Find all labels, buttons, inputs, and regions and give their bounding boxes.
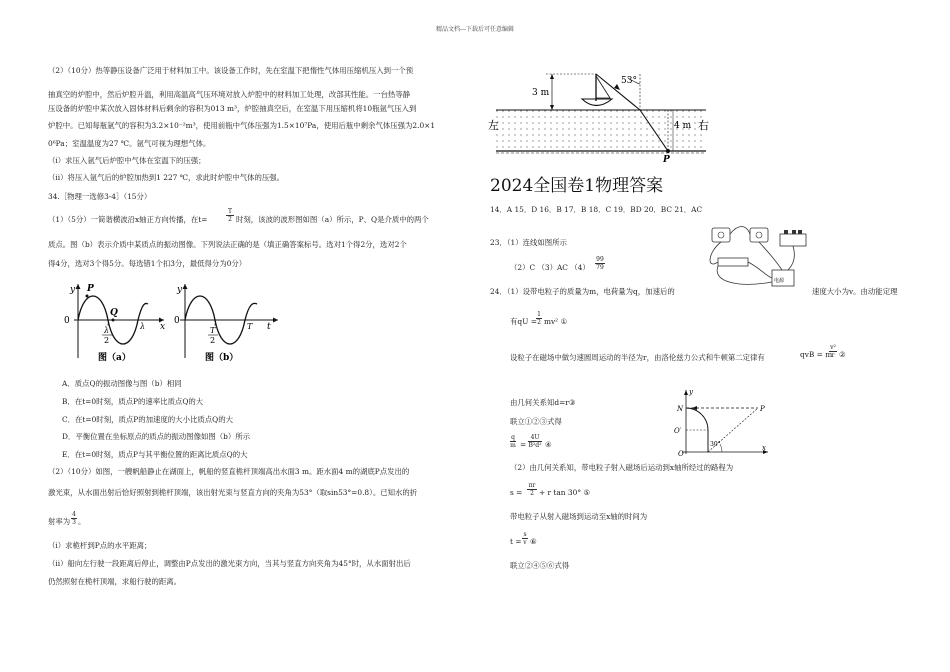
point-p: [666, 149, 670, 153]
frac-den: 2: [530, 490, 534, 497]
eq2: qvB = m: [800, 350, 833, 359]
frac-den: 2: [228, 216, 232, 223]
frac-num: 99: [596, 256, 604, 263]
angle-30: 30°: [710, 441, 721, 448]
circuit-figure: [698, 222, 816, 292]
geometry-relation: 由几何关系知d=r③: [510, 398, 576, 407]
frac-den: r: [831, 352, 835, 359]
label-left: 左: [488, 119, 499, 132]
a24-4: 带电粒子从射入磁场到运动至x轴的时间为: [510, 512, 648, 521]
eq1: 有qU =: [510, 317, 537, 326]
tick-t-half: T: [210, 326, 216, 335]
option-d: D．平衡位置在坐标原点的质点的振动图像如图（b）所示: [62, 432, 251, 441]
q34-1-line: 得4分，选对3个得5分。每选错1个扣3分，最低得分为0分）: [48, 259, 247, 268]
eq6: t =: [510, 537, 522, 546]
figure-a: [64, 284, 165, 363]
rheostat: [718, 258, 748, 266]
frac-den: 3: [72, 519, 76, 526]
tick-lambda: λ: [140, 322, 146, 331]
eq1-fraction: [536, 311, 542, 326]
origin-label: 0: [174, 316, 180, 326]
option-c: C．在t=0时刻，质点P的加速度的大小比质点Q的大: [62, 415, 233, 424]
combine-1: 联立①②③式得: [510, 417, 562, 426]
meter-right: [750, 228, 768, 242]
caption-b: 图（b）: [205, 353, 239, 363]
eq2-fraction: [829, 344, 837, 359]
q34-2-line: （2）（10分）如图，一艘帆船静止在湖面上，帆船的竖直桅杆顶端高出水面3 m。距水面4 m的湖底P点发出的: [48, 467, 410, 476]
axis-y: y: [689, 388, 693, 396]
frac-num: 4U: [528, 434, 542, 442]
eq1-tail: mv² ①: [544, 317, 568, 326]
angle-53: 53°: [621, 76, 637, 86]
frac-num: q: [511, 434, 515, 441]
power-label: 电源: [774, 278, 785, 284]
eq4-tag: ④: [545, 440, 552, 449]
point-p: [86, 295, 89, 298]
eq6-fraction: [522, 531, 528, 546]
q33-line: 0⁶Pa；室温温度为27 ℃。氩气可视为理想气体。: [48, 139, 211, 148]
figure-b: [174, 284, 278, 363]
q34-1-fraction: [226, 208, 234, 223]
axis-x: x: [762, 444, 766, 452]
magnetic-figure: [672, 386, 772, 456]
q34-2-refr: 射率为: [48, 517, 71, 526]
a24-1: 24．（1）设带电粒子的质量为m，电荷量为q，加速后的: [490, 287, 675, 296]
q34-2-sub: 仍然照射在桅杆顶端，求船行驶的距离。: [48, 577, 182, 586]
boat-figure: [488, 66, 718, 166]
q33-line: （2）（10分）热等静压设备广泛用于材料加工中。该设备工作时，先在室温下把惰性气体用压缩机压入到一个预: [48, 66, 414, 75]
q34-1-line: 质点。图（b）表示介质中某质点的振动图像。下列说法正确的是（填正确答案标号。选对1个得2分，选对2个: [48, 240, 407, 249]
axis-x-label: x: [160, 322, 166, 332]
a23-fraction: [595, 256, 605, 271]
q34-2-line: 激光束，从水面出射后恰好照射到桅杆顶端，该出射光束与竖直方向的夹角为53°（取sin53°=0.8）。已知水的折: [48, 488, 418, 497]
label-p: P: [760, 405, 765, 413]
frac-den: B²d²: [528, 442, 542, 449]
option-b: B．在t=0时刻，质点P的速率比质点Q的大: [62, 397, 204, 406]
eq2-tag: ②: [839, 350, 846, 359]
refractive-fraction: [71, 511, 77, 526]
combine-2: 联立②④⑤⑥式得: [510, 561, 570, 570]
page-header: 精品文档---下载后可任意编辑: [435, 26, 515, 33]
tick-t: T: [247, 322, 253, 331]
eq5-fraction: [527, 482, 537, 497]
label-right: 右: [698, 119, 709, 132]
q34-2-sub: （ii）船向左行驶一段距离后停止，调整由P点发出的激光束方向，当其与竖直方向夹角为45°时，从水面射出后: [48, 559, 411, 568]
axis-t-label: t: [267, 322, 271, 332]
frac-den: 79: [596, 264, 604, 271]
frac-num: 4: [72, 511, 76, 518]
answer-title: 2024全国卷1物理答案: [490, 176, 664, 196]
frac-den: v: [523, 539, 527, 546]
q33-line: （i）求压入氩气后炉腔中气体在室温下的压强；: [48, 156, 206, 165]
option-a: A．质点Q的振动图像与图（b）相同: [62, 379, 182, 388]
option-e: E．在t=0时刻，质点P与其平衡位置的距离比质点Q的大: [62, 450, 248, 459]
a24-1-cont: 速度大小为v。由动能定理: [812, 287, 898, 296]
point-q: [112, 319, 115, 322]
frac-num: v²: [830, 344, 836, 351]
q33-line: 压设备的炉腔中某次放入固体材料后剩余的容积为013 m³，炉腔抽真空后，在室温下用压缩机将10瓶氩气压入到: [48, 104, 417, 113]
a23-1: 23．（1）连线如图所示: [490, 238, 567, 247]
eq4-rhs: [528, 434, 542, 449]
height-3m: 3 m: [532, 88, 550, 98]
tick-two: 2: [210, 336, 216, 345]
frac-den: 2: [537, 319, 541, 326]
origin-label: 0: [64, 316, 70, 326]
q33-line: （ii）将压入氩气后的炉腔加热到1 227 ℃，求此时炉腔中气体的压强。: [48, 173, 285, 182]
q34-1-intro: （1）（5分）一简谐横波沿x轴正方向传播，在t=: [48, 215, 208, 224]
q34-1-intro-cont: 时刻，该波的波形图如图（a）所示，P、Q是介质中的两个: [236, 215, 429, 224]
q34-heading: 34.［物理一选修3-4］（15分）: [48, 192, 152, 201]
frac-num: s: [523, 531, 527, 538]
eq4-lhs: [510, 434, 516, 449]
mc-answers: 14．A 15．D 16．B 17．B 18．C 19．BD 20．BC 21．AC: [490, 205, 703, 214]
label-p: P: [87, 284, 94, 294]
label-p: P: [663, 155, 670, 165]
label-o-prime: O′: [674, 427, 682, 435]
frac-num: πr: [528, 482, 536, 489]
eq5: s =: [510, 488, 523, 497]
caption-a: 图（a）: [98, 353, 131, 363]
frac-num: T: [227, 208, 232, 215]
axis-y-label: y: [177, 285, 183, 295]
axis-y-label: y: [70, 285, 76, 295]
tick-two: 2: [104, 336, 110, 345]
a23-2: （2）C （3）AC （4）: [510, 263, 590, 272]
resistor-box: [780, 234, 806, 246]
frac-den: m: [510, 442, 516, 449]
boat-hull: [582, 99, 612, 106]
q33-line: 抽真空的炉腔中，然后炉腔升温，利用高温高气压环境对放入炉腔中的材料加工处理，改部其性能。一台热等静: [48, 90, 411, 99]
q33-line: 炉腔中。已知每瓶氩气的容积为3.2×10⁻²m³，使用前瓶中气体压强为1.5×10⁷Pa，使用后瓶中剩余气体压强为2.0×1: [48, 121, 436, 130]
tick-lambda-half: λ: [104, 326, 110, 335]
eq6-tag: ⑥: [530, 537, 537, 546]
q34-2-tail: 。: [78, 517, 86, 526]
q34-2-sub: （i）求桅杆到P点的水平距离；: [48, 541, 152, 550]
depth-4m: 4 m: [674, 121, 692, 131]
a24-3: （2）由几何关系知，带电粒子射入磁场后运动到x轴所经过的路程为: [510, 463, 734, 472]
wave-figures: [60, 282, 290, 366]
a24-2: 设粒子在磁场中做匀速圆周运动的半径为r，由洛伦兹力公式和牛顿第二定律有: [510, 353, 765, 362]
label-o: O: [678, 450, 684, 456]
meter-left: [712, 228, 730, 242]
label-n: N: [677, 405, 684, 413]
label-q: Q: [110, 308, 118, 318]
frac-num: 1: [537, 311, 541, 318]
eq5-tail: + r tan 30° ⑤: [539, 488, 590, 497]
eq4-equals: =: [520, 440, 527, 449]
